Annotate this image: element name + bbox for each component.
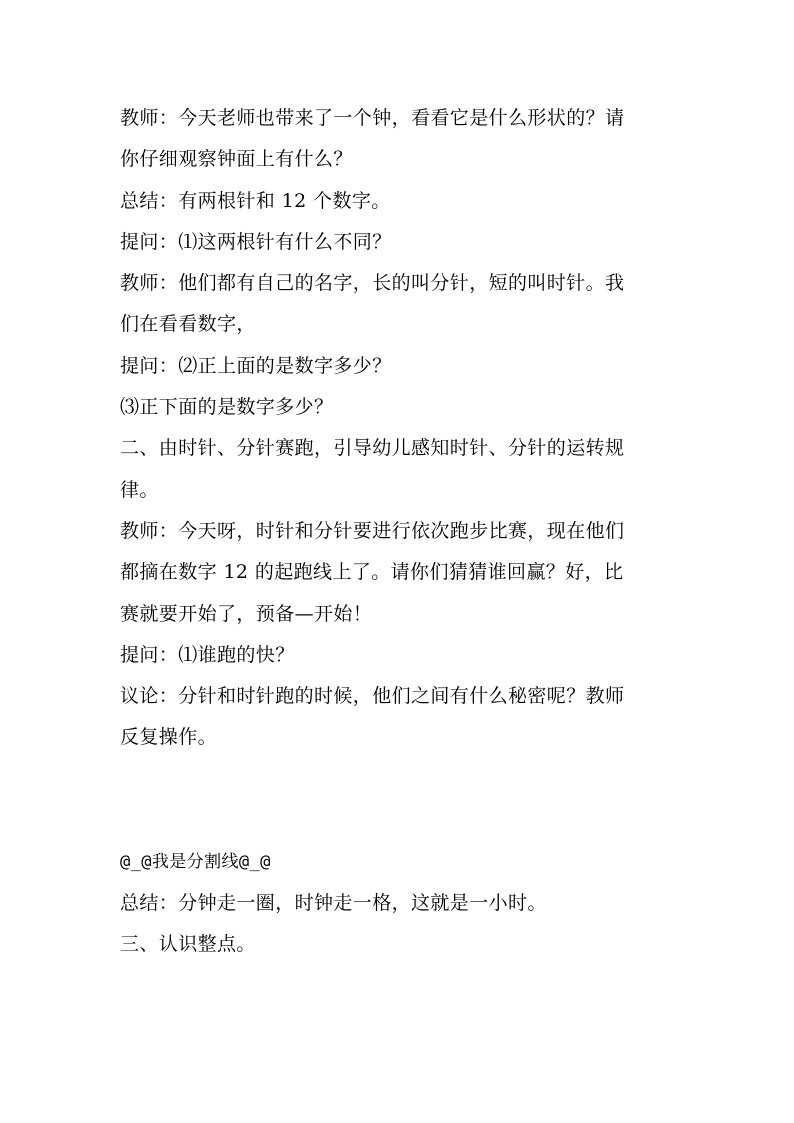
section-heading: 二、由时针、分针赛跑，引导幼儿感知时针、分针的运转规 <box>120 437 625 460</box>
text-line: 都摘在数字 12 的起跑线上了。请你们猜猜谁回赢？好，比 <box>120 561 624 584</box>
text-line: 教师：他们都有自己的名字，长的叫分针，短的叫时针。我 <box>120 272 625 295</box>
section-heading: 三、认识整点。 <box>120 933 256 956</box>
text-line: 提问：⑵正上面的是数字多少？ <box>120 354 392 377</box>
text-line: 赛就要开始了，预备—开始！ <box>120 602 373 625</box>
text-line: 提问：⑴谁跑的快？ <box>120 643 295 666</box>
text-line: 教师：今天老师也带来了一个钟，看看它是什么形状的？请 <box>120 107 625 129</box>
blank-space <box>120 759 680 842</box>
text-line: 议论：分针和时针跑的时候，他们之间有什么秘密呢？教师 <box>120 685 625 708</box>
document-body <box>120 98 680 966</box>
divider-line: @_@我是分割线@_@ <box>120 851 271 872</box>
text-line: ⑶正下面的是数字多少？ <box>120 396 334 419</box>
text-line: 教师：今天呀，时针和分针要进行依次跑步比赛，现在他们 <box>120 519 625 542</box>
text-line: 反复操作。 <box>120 726 218 749</box>
section-heading-continued: 律。 <box>120 478 159 501</box>
text-line: 你仔细观察钟面上有什么？ <box>120 148 353 171</box>
text-line: 提问：⑴这两根针有什么不同？ <box>120 230 392 253</box>
text-line: 总结：分钟走一圈，时钟走一格，这就是一小时。 <box>120 892 547 915</box>
text-line: 总结：有两根针和 12 个数字。 <box>120 189 391 212</box>
text-line: 们在看看数字， <box>120 313 256 336</box>
